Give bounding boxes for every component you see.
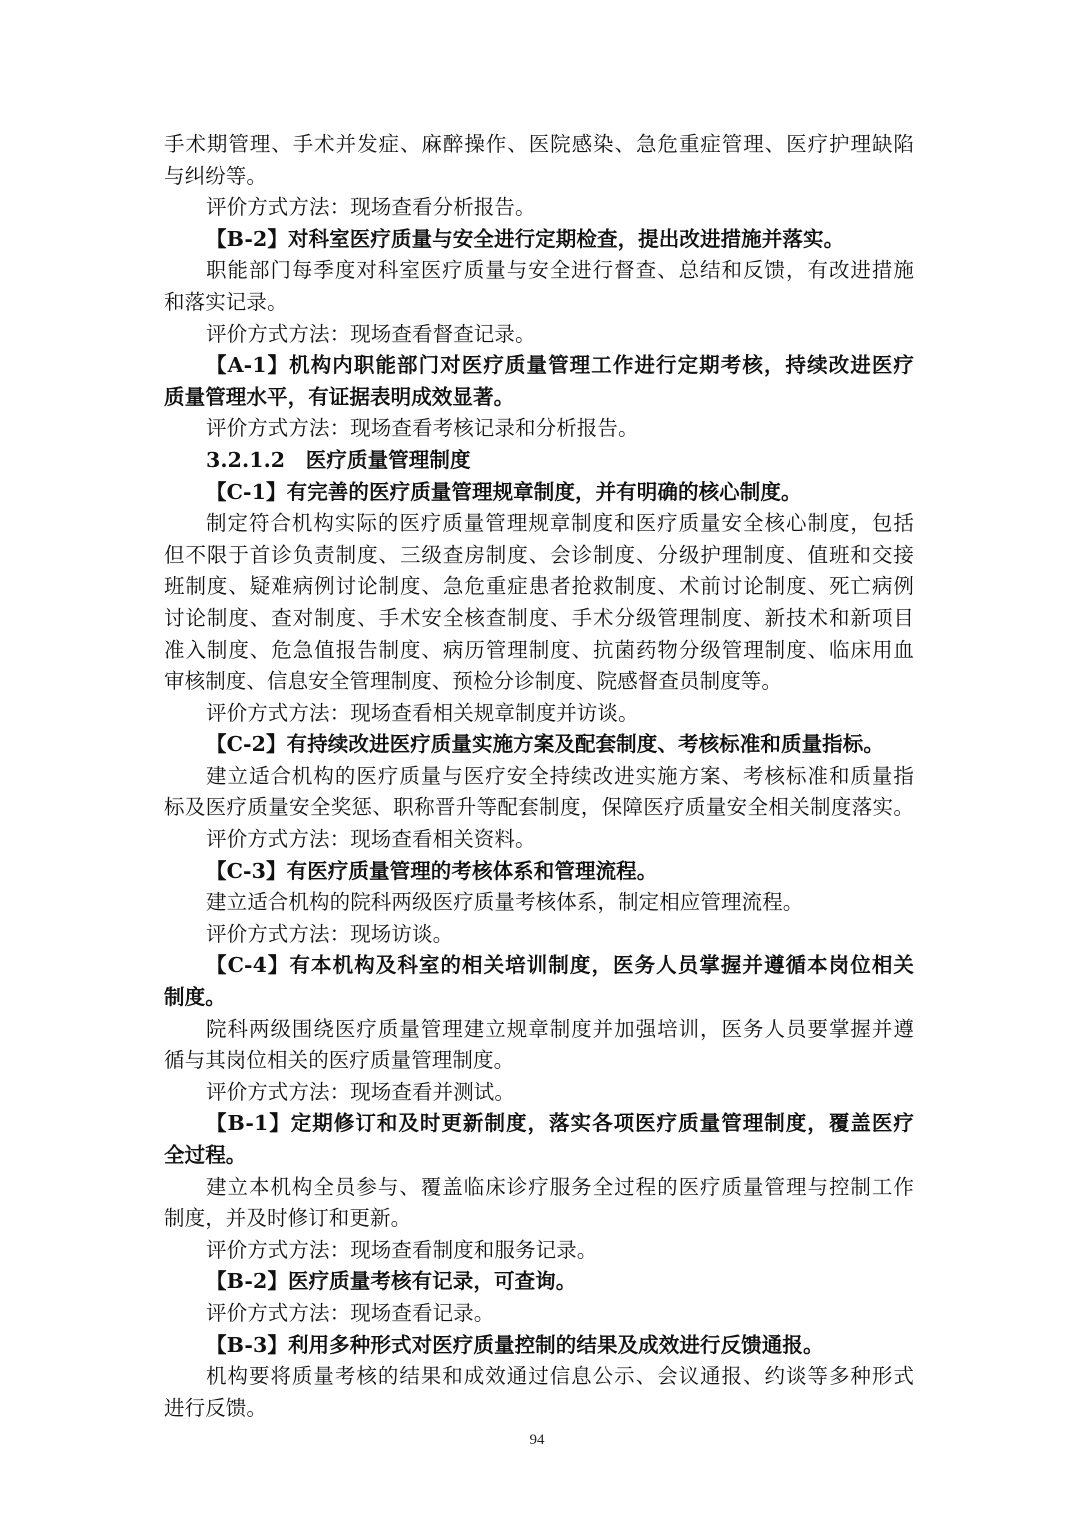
paragraph-line: 制定符合机构实际的医疗质量管理规章制度和医疗质量安全核心制度，包括: [206, 511, 914, 536]
paragraph-line: 标及医疗质量安全奖惩、职称晋升等配套制度，保障医疗质量安全相关制度落实。: [164, 795, 914, 820]
paragraph-line: 和落实记录。: [164, 289, 288, 314]
paragraph-line: 机构要将质量考核的结果和成效通过信息公示、会议通报、约谈等多种形式: [206, 1364, 914, 1389]
paragraph-line: 与纠纷等。: [164, 163, 267, 188]
paragraph-line: 院科两级围绕医疗质量管理建立规章制度并加强培训，医务人员要掌握并遵: [206, 1016, 914, 1041]
paragraph-line: 建立适合机构的院科两级医疗质量考核体系，制定相应管理流程。: [206, 890, 804, 915]
paragraph-line: 评价方式方法：现场查看督查记录。: [206, 321, 536, 346]
section-heading-line: 全过程。: [164, 1143, 247, 1167]
section-heading-line: 【A-1】机构内职能部门对医疗质量管理工作进行定期考核，持续改进医疗: [206, 353, 914, 378]
paragraph-line: 评价方式方法：现场查看相关规章制度并访谈。: [206, 700, 639, 725]
paragraph-line: 进行反馈。: [164, 1395, 267, 1420]
page-number: 94: [529, 1432, 545, 1448]
section-heading-line: 3.2.1.2 医疗质量管理制度: [206, 447, 471, 472]
document-body: [164, 129, 914, 1424]
paragraph-line: 评价方式方法：现场查看制度和服务记录。: [206, 1237, 598, 1262]
section-heading-line: 【C-4】有本机构及科室的相关培训制度，医务人员掌握并遵循本岗位相关: [206, 953, 914, 978]
paragraph-line: 评价方式方法：现场查看并测试。: [206, 1079, 515, 1104]
paragraph-line: 讨论制度、查对制度、手术安全核查制度、手术分级管理制度、新技术和新项目: [164, 605, 914, 630]
section-heading-line: 制度。: [164, 985, 226, 1010]
paragraph-line: 制度，并及时修订和更新。: [164, 1206, 412, 1231]
paragraph-line: 手术期管理、手术并发症、麻醉操作、医院感染、急危重症管理、医疗护理缺陷: [164, 132, 914, 156]
section-heading-line: 【C-1】有完善的医疗质量管理规章制度，并有明确的核心制度。: [206, 479, 802, 504]
paragraph-line: 班制度、疑难病例讨论制度、急危重症患者抢救制度、术前讨论制度、死亡病例: [164, 574, 914, 599]
section-heading-line: 【B-3】利用多种形式对医疗质量控制的结果及成效进行反馈通报。: [206, 1332, 824, 1357]
paragraph-line: 评价方式方法：现场查看相关资料。: [206, 827, 536, 852]
section-heading-line: 【B-2】医疗质量考核有记录，可查询。: [206, 1269, 577, 1294]
paragraph-line: 准入制度、危急值报告制度、病历管理制度、抗菌药物分级管理制度、临床用血: [164, 637, 914, 662]
paragraph-line: 评价方式方法：现场查看考核记录和分析报告。: [206, 416, 639, 441]
section-heading-line: 【B-1】定期修订和及时更新制度，落实各项医疗质量管理制度，覆盖医疗: [206, 1111, 914, 1136]
section-heading-line: 【B-2】对科室医疗质量与安全进行定期检查，提出改进措施并落实。: [206, 226, 845, 251]
section-heading-line: 【C-2】有持续改进医疗质量实施方案及配套制度、考核标准和质量指标。: [206, 732, 884, 757]
paragraph-line: 评价方式方法：现场查看分析报告。: [206, 195, 536, 220]
paragraph-line: 但不限于首诊负责制度、三级查房制度、会诊制度、分级护理制度、值班和交接: [164, 542, 914, 567]
paragraph-line: 建立本机构全员参与、覆盖临床诊疗服务全过程的医疗质量管理与控制工作: [206, 1174, 914, 1199]
paragraph-line: 循与其岗位相关的医疗质量管理制度。: [164, 1048, 515, 1073]
paragraph-line: 评价方式方法：现场访谈。: [206, 921, 454, 946]
section-heading-line: 质量管理水平，有证据表明成效显著。: [164, 384, 515, 409]
paragraph-line: 评价方式方法：现场查看记录。: [206, 1300, 495, 1325]
paragraph-line: 职能部门每季度对科室医疗质量与安全进行督查、总结和反馈，有改进措施: [206, 258, 914, 283]
paragraph-line: 审核制度、信息安全管理制度、预检分诊制度、院感督查员制度等。: [164, 669, 782, 694]
paragraph-line: 建立适合机构的医疗质量与医疗安全持续改进实施方案、考核标准和质量指: [206, 763, 914, 788]
section-heading-line: 【C-3】有医疗质量管理的考核体系和管理流程。: [206, 858, 658, 883]
